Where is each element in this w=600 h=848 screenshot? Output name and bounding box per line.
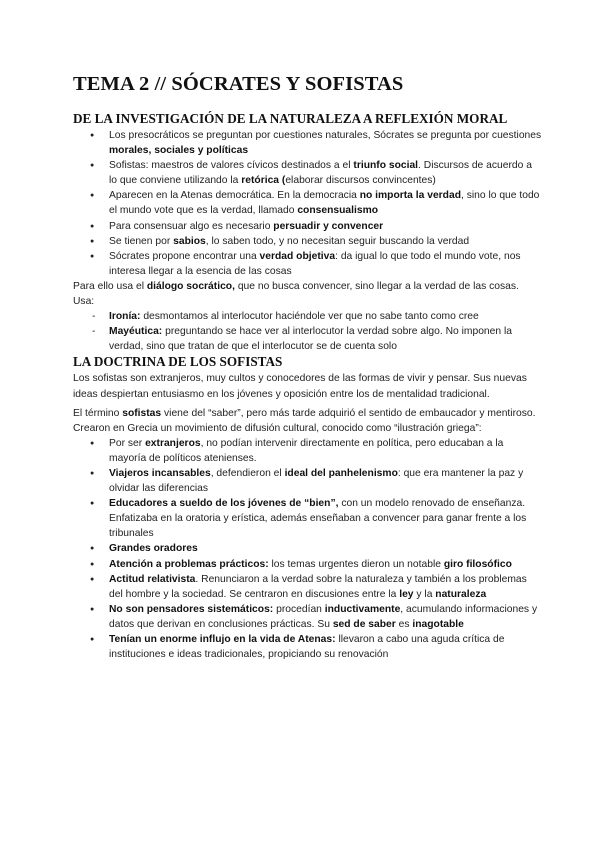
list-item: ● Viajeros incansables, defendieron el ideal del panhelenismo: que era mantener la paz y olvidar las diferencias	[73, 466, 542, 496]
list-item: ● Aparecen en la Atenas democrática. En la democracia no importa la verdad, sino lo que todo el mundo vote que es la verdad, llamado consensualismo	[73, 188, 542, 218]
bullet-list-moral	[73, 128, 542, 279]
list-item: ● Sócrates propone encontrar una verdad objetiva: da igual lo que todo el mundo vote, nos interesa llegar a la esencia de las cosas	[73, 249, 542, 279]
bullet-list-sofistas	[73, 436, 542, 662]
list-item-ironia: - Ironía: desmontamos al interlocutor haciéndole ver que no sabe tanto como cree	[73, 309, 542, 324]
list-item: ● Por ser extranjeros, no podían intervenir directamente en política, pero educaban a la mayoría de políticos atenienses.	[73, 436, 542, 466]
paragraph-dialogo: Para ello usa el diálogo socrático, que no busca convencer, sino llegar a la verdad de las cosas. Usa:	[73, 280, 519, 308]
page-title: TEMA 2 // SÓCRATES Y SOFISTAS	[73, 73, 404, 95]
list-item: ● Educadores a sueldo de los jóvenes de “bien”, con un modelo renovado de enseñanza. Enfatizaba en la oratoria y erística, además enseñaban a convencer para ganar frente a los tribunales	[73, 496, 542, 541]
list-item: ● Los presocráticos se preguntan por cuestiones naturales, Sócrates se pregunta por cuestiones morales, sociales y políticas	[73, 128, 542, 158]
list-item: ● Grandes oradores	[73, 541, 542, 556]
list-item: ● Se tienen por sabios, lo saben todo, y no necesitan seguir buscando la verdad	[73, 234, 542, 249]
paragraph-intro: Los sofistas son extranjeros, muy cultos y conocedores de las formas de vivir y pensar. Sus nuevas ideas despiertan entusiasmo en los jóvenes y oposición entre los de mentalidad tradicional.	[73, 373, 527, 400]
section-heading-sofistas: LA DOCTRINA DE LOS SOFISTAS	[73, 354, 283, 370]
list-item: ● Tenían un enorme influjo en la vida de Atenas: llevaron a cabo una aguda crítica de instituciones e ideas tradicionales, propiciando su renovación	[73, 632, 542, 662]
list-item: ● Para consensuar algo es necesario persuadir y convencer	[73, 219, 542, 234]
section-heading-moral: DE LA INVESTIGACIÓN DE LA NATURALEZA A REFLEXIÓN MORAL	[73, 111, 508, 126]
list-item: ● Atención a problemas prácticos: los temas urgentes dieron un notable giro filosófico	[73, 557, 542, 572]
list-item: ● Sofistas: maestros de valores cívicos destinados a el triunfo social. Discursos de acuerdo a lo que conviene utilizando la retórica (elaborar discursos convincentes)	[73, 158, 542, 188]
paragraph-termino: El término sofistas viene del “saber”, pero más tarde adquirió el sentido de embaucador y mentiroso. Crearon en Grecia un movimiento de difusión cultural, conocido como “ilustración griega”:	[73, 407, 536, 434]
dash-list-methods	[73, 309, 542, 354]
list-item: ● Actitud relativista. Renunciaron a la verdad sobre la naturaleza y también a los problemas del hombre y la sociedad. Se centraron en discusiones entre la ley y la naturaleza	[73, 572, 542, 602]
list-item-mayeutica: - Mayéutica: preguntando se hace ver al interlocutor la verdad sobre algo. No imponen la verdad, sino que tratan de que el interlocutor se de cuenta solo	[73, 324, 542, 354]
list-item: ● No son pensadores sistemáticos: procedían inductivamente, acumulando informaciones y datos que derivan en conclusiones prácticas. Su sed de saber es inagotable	[73, 602, 542, 632]
